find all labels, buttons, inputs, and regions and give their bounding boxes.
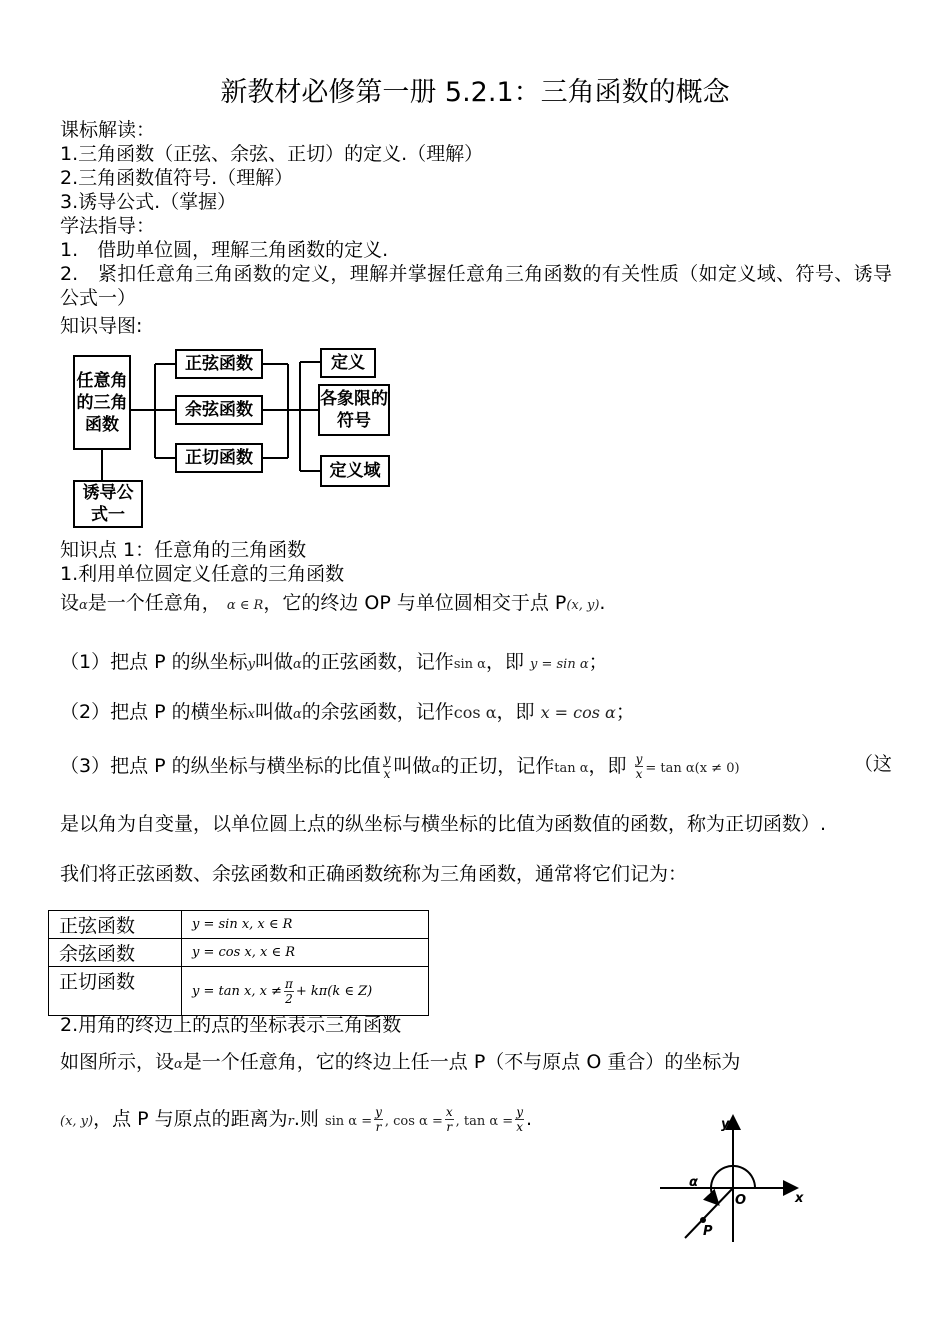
angle-figure-svg (655, 1110, 815, 1250)
point2-paragraph: 如图所示，设α是一个任意角，它的终边上任一点 P（不与原点 O 重合）的坐标为 (60, 1051, 741, 1073)
angle-label: α (689, 1175, 698, 1190)
point1-intro: 设α是一个任意角， α ∈ R，它的终边 OP 与单位圆相交于点 P(x, y). (60, 592, 606, 614)
method-item-2: 2. 紧扣任意角三角函数的定义，理解并掌握任意角三角函数的有关性质（如定义域、符号、诱导公式一） (60, 263, 892, 309)
mindmap-quadrant-signs: 各象限的符号 (318, 384, 390, 436)
table-row (49, 939, 429, 967)
mindmap-connectors (0, 0, 950, 540)
mindmap-definition: 定义 (320, 348, 376, 378)
mindmap-root: 任意角的三角函数 (73, 355, 131, 450)
mindmap-domain: 定义域 (320, 455, 390, 487)
method-heading: 学法指导： (60, 215, 156, 237)
point-p-label: P (703, 1224, 713, 1239)
page-title: 新教材必修第一册 5.2.1：三角函数的概念 (220, 77, 730, 108)
point1-heading: 知识点 1：任意角的三角函数 (60, 539, 307, 561)
table-cell-name: 正切函数 (49, 967, 182, 1016)
trig-function-table (48, 910, 429, 1016)
mindmap-heading: 知识导图: (60, 315, 143, 337)
curriculum-item-1: 1.三角函数（正弦、余弦、正切）的定义.（理解） (60, 143, 484, 165)
curriculum-heading: 课标解读： (60, 119, 156, 141)
x-axis-label: x (795, 1191, 804, 1206)
table-cell-formula: y = cos x, x ∈ R (182, 939, 429, 967)
point1-sub1: 1.利用单位圆定义任意的三角函数 (60, 563, 345, 585)
table-cell-formula: y = sin x, x ∈ R (182, 911, 429, 939)
angle-figure (655, 1110, 815, 1250)
origin-label: O (735, 1193, 747, 1208)
point1-def-tangent-cont: 是以角为自变量，以单位圆上点的纵坐标与横坐标的比值为函数值的函数，称为正切函数）. (60, 813, 827, 835)
mindmap-sine: 正弦函数 (175, 349, 263, 379)
curriculum-item-3: 3.诱导公式.（掌握） (60, 191, 237, 213)
mindmap-tangent: 正切函数 (175, 443, 263, 473)
point1-def-cosine: （2）把点 P 的横坐标x叫做α的余弦函数，记作cos α，即 x = cos α； (60, 701, 635, 723)
point1-summary: 我们将正弦函数、余弦函数和正确函数统称为三角函数，通常将它们记为： (60, 863, 688, 885)
table-cell-name: 正弦函数 (49, 911, 182, 939)
point1-def-tangent: （3）把点 P 的纵坐标与横坐标的比值 $\frac{y}{x}$ 叫做α的正切，记作tan α，即 $\frac{y}{x}$ = tan α(x ≠ 0) （这 (60, 752, 892, 781)
point2-sub2: 2.用角的终边上的点的坐标表示三角函数 (60, 1014, 402, 1036)
point1-def-sine: （1）把点 P 的纵坐标y叫做α的正弦函数，记作sin α，即 y = sin α； (60, 651, 608, 673)
table-cell-name: 余弦函数 (49, 939, 182, 967)
mindmap-induction: 诱导公式一 (73, 480, 143, 528)
table-cell-formula: y = tan x, x ≠ $\frac{\pi}{2}$ + kπ(k ∈ Z) (182, 967, 429, 1016)
y-axis-label: y (721, 1117, 730, 1132)
mindmap-diagram (0, 0, 950, 540)
curriculum-item-2: 2.三角函数值符号.（理解） (60, 167, 294, 189)
method-item-1: 1. 借助单位圆，理解三角函数的定义. (60, 239, 389, 261)
point-p-dot (700, 1217, 706, 1223)
point2-formula-line: (x, y)，点 P 与原点的距离为r.则 sin α = $\frac{y}{r}$ , cos α = $\frac{x}{r}$ , tan α = $\frac{y}{x}$ . (60, 1105, 533, 1134)
table-row (49, 911, 429, 939)
table-row (49, 967, 429, 1016)
mindmap-cosine: 余弦函数 (175, 395, 263, 425)
